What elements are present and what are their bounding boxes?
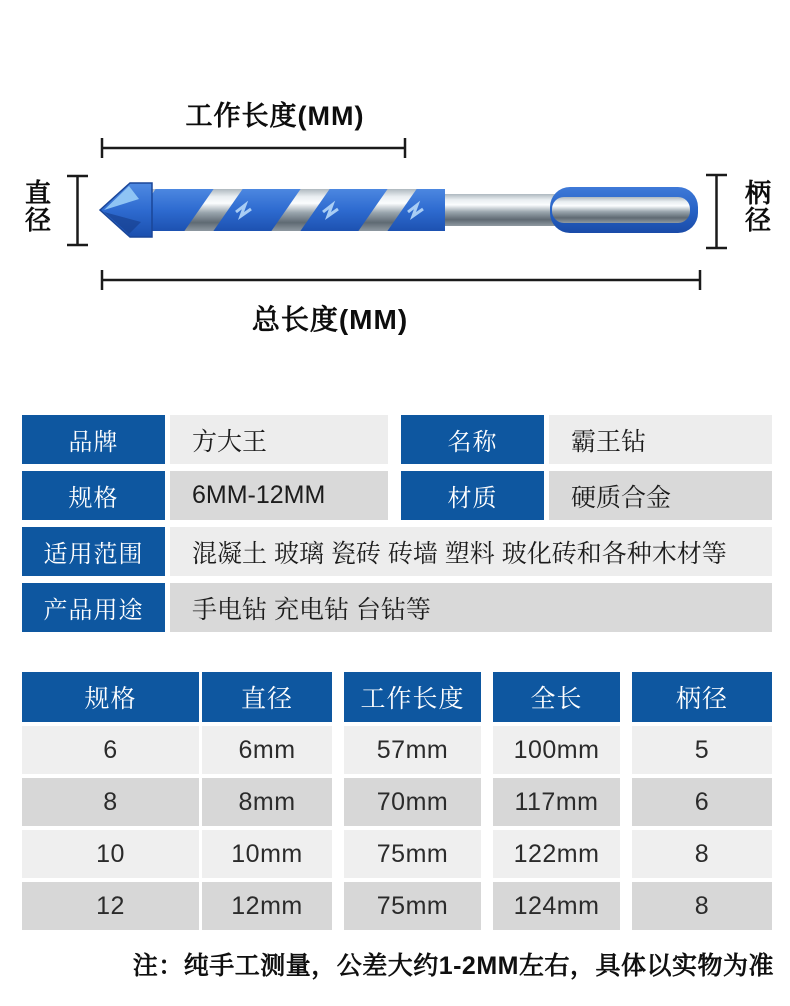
size-header-diameter: 直径 — [202, 672, 332, 722]
info-row-applicable-range — [22, 527, 772, 576]
info-label-name: 名称 — [401, 415, 544, 464]
info-value-product-use: 手电钻 充电钻 台钻等 — [170, 583, 772, 632]
size-cell: 57mm — [344, 726, 481, 774]
size-cell: 6 — [22, 726, 199, 774]
info-value-brand: 方大王 — [170, 415, 388, 464]
size-cell: 12 — [22, 882, 199, 930]
size-cell: 10 — [22, 830, 199, 878]
total-length-label: 总长度(MM) — [251, 304, 409, 335]
size-header-total-length: 全长 — [493, 672, 620, 722]
size-table-header-row — [22, 672, 772, 722]
size-cell: 124mm — [493, 882, 620, 930]
size-cell: 122mm — [493, 830, 620, 878]
size-header-shank: 柄径 — [632, 672, 772, 722]
info-value-spec: 6MM-12MM — [170, 471, 388, 520]
size-cell: 8 — [22, 778, 199, 826]
info-value-name: 霸王钻 — [549, 415, 772, 464]
size-row-12 — [22, 882, 772, 930]
size-row-8 — [22, 778, 772, 826]
info-label-spec: 规格 — [22, 471, 165, 520]
size-cell: 75mm — [344, 830, 481, 878]
info-value-applicable-range: 混凝土 玻璃 瓷砖 砖墙 塑料 玻化砖和各种木材等 — [170, 527, 772, 576]
measurement-note: 注：纯手工测量，公差大约1-2MM左右，具体以实物为准 — [132, 952, 774, 980]
shank-diameter-label: 柄径 — [744, 178, 771, 235]
info-label-brand: 品牌 — [22, 415, 165, 464]
size-cell: 10mm — [202, 830, 332, 878]
info-label-product-use: 产品用途 — [22, 583, 165, 632]
size-cell: 75mm — [344, 882, 481, 930]
size-cell: 5 — [632, 726, 772, 774]
size-row-10 — [22, 830, 772, 878]
info-label-applicable-range: 适用范围 — [22, 527, 165, 576]
size-cell: 100mm — [493, 726, 620, 774]
working-length-label: 工作长度(MM) — [185, 101, 365, 131]
info-row-product-use — [22, 583, 772, 632]
size-header-spec: 规格 — [22, 672, 199, 722]
size-cell: 6mm — [202, 726, 332, 774]
diameter-label: 直径 — [24, 178, 51, 235]
size-cell: 70mm — [344, 778, 481, 826]
size-cell: 8 — [632, 882, 772, 930]
size-cell: 117mm — [493, 778, 620, 826]
info-row-spec-material — [22, 471, 772, 520]
info-label-material: 材质 — [401, 471, 544, 520]
drill-bit-illustration — [100, 183, 698, 237]
size-header-working-length: 工作长度 — [344, 672, 481, 722]
info-row-brand-name — [22, 415, 772, 464]
size-cell: 8mm — [202, 778, 332, 826]
size-cell: 12mm — [202, 882, 332, 930]
size-cell: 6 — [632, 778, 772, 826]
size-cell: 8 — [632, 830, 772, 878]
product-info-table — [22, 415, 772, 639]
size-table — [22, 672, 772, 934]
size-row-6 — [22, 726, 772, 774]
info-value-material: 硬质合金 — [549, 471, 772, 520]
